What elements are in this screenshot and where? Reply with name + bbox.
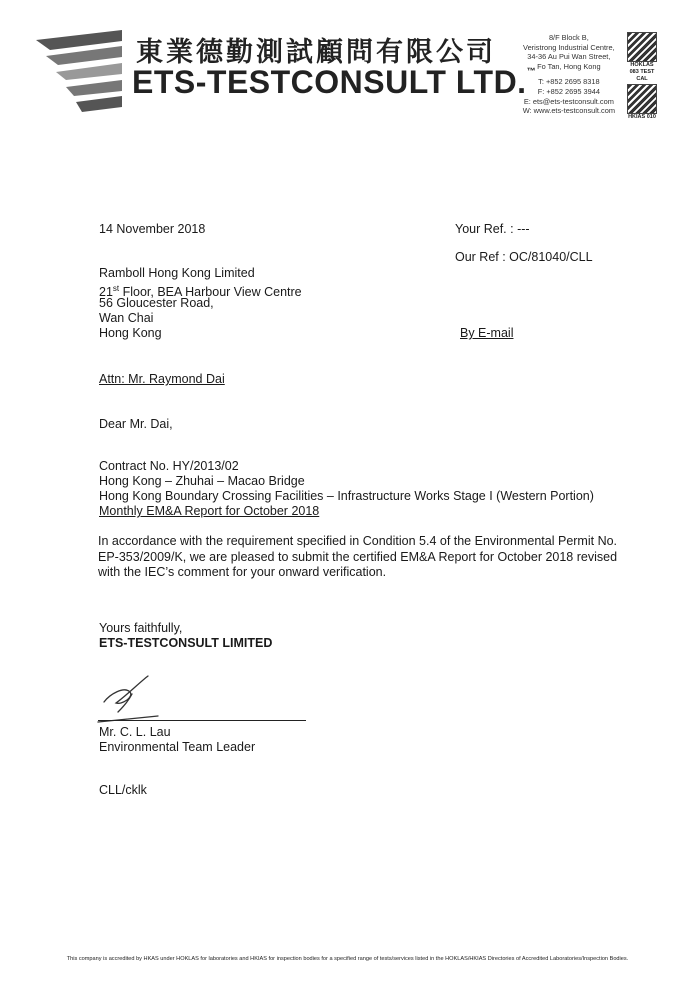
signatory-name: Mr. C. L. Lau [99,725,171,739]
letter-body-paragraph: In accordance with the requirement specified in Condition 5.4 of the Environmental Permit No. EP-353/2009/K, we are pleased to submit the certified EM&A Report for October 2018 revised with the IEC’s comment for your onward verification. [98,534,618,579]
attention-line: Attn: Mr. Raymond Dai [99,372,225,386]
floor-building: Floor, BEA Harbour View Centre [119,285,302,300]
reference-initials: CLL/cklk [99,783,147,797]
your-reference: Your Ref. : --- [455,222,530,236]
company-address-block [523,33,615,116]
letter-date: 14 November 2018 [99,222,206,236]
accreditation-footer: This company is accredited by HKAS under HOKLAS for laboratories and HKIAS for inspection bodies for a specified range of tests/services listed in the HOKLAS/HKIAS Directories of Accredited Laboratories/Inspection Bodies. [66,956,629,962]
address-line: 8/F Block B, [548,33,589,42]
signatory-company: ETS-TESTCONSULT LIMITED [99,636,273,650]
hkias-accreditation-badge [627,84,657,121]
address-line: Veristrong Industrial Centre, [523,42,615,52]
website-line: W: www.ets-testconsult.com [522,106,615,116]
floor-number: 21 [99,285,113,300]
recipient-name: Ramboll Hong Kong Limited [99,266,255,280]
trademark-symbol: ™ [526,66,537,76]
company-name-english-text: ETS-TESTCONSULT LTD. [132,64,527,100]
recipient-address-street: 56 Gloucester Road, [99,296,214,310]
letter-subject: Monthly EM&A Report for October 2018 [99,504,320,518]
hkas-logo-icon [627,32,657,62]
signature-line [98,720,306,721]
signatory-title: Environmental Team Leader [99,740,256,754]
hoklas-accreditation-badge [627,32,657,83]
address-line: Fo Tan, Hong Kong [537,61,601,71]
hkias-badge-label: HKIAS 010 [628,114,656,120]
recipient-address-region: Hong Kong [99,326,162,340]
contract-number: Contract No. HY/2013/02 [99,459,239,473]
our-reference: Our Ref : OC/81040/CLL [455,250,593,264]
salutation: Dear Mr. Dai, [99,417,173,431]
email-line: E: ets@ets-testconsult.com [523,96,614,106]
fax-line: F: +852 2695 3944 [537,86,600,96]
handwritten-signature [96,672,166,724]
delivery-method: By E-mail [460,326,514,340]
hoklas-badge-label: HOKLAS 083 TEST CAL [629,62,655,82]
phone-line: T: +852 2695 8318 [538,77,600,87]
floor-ordinal-suffix: st [112,284,120,293]
company-name-chinese: 東業德勤測試顧問有限公司 [136,37,496,68]
company-logo-stripes [36,30,122,114]
project-detail: Hong Kong Boundary Crossing Facilities – Infrastructure Works Stage I (Western Portion) [99,489,594,503]
hkas-logo-icon [627,84,657,114]
company-name-english [132,64,536,101]
address-line: 34-36 Au Pui Wan Street, [527,52,611,62]
recipient-address-district: Wan Chai [99,311,154,325]
project-title: Hong Kong – Zhuhai – Macao Bridge [99,474,305,488]
closing: Yours faithfully, [99,621,183,635]
